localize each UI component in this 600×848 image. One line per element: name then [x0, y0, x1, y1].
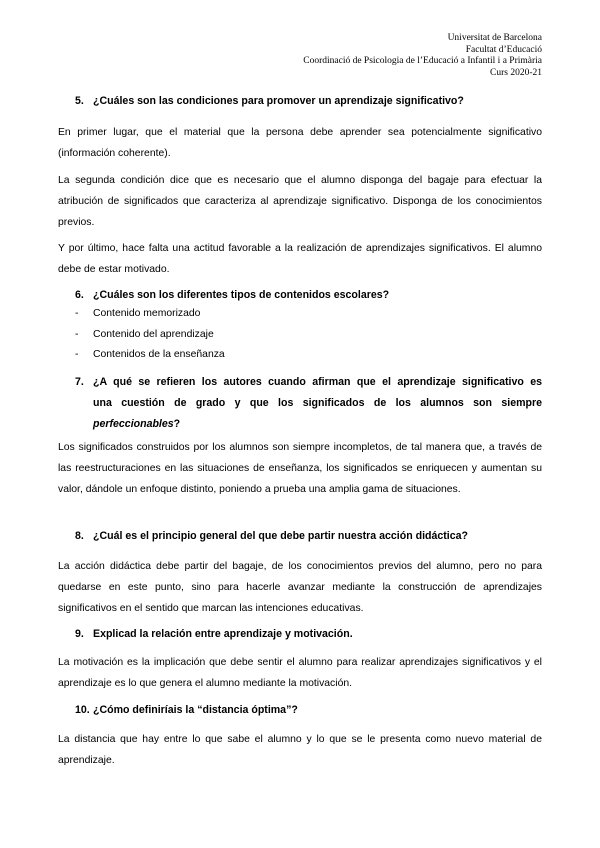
question-number: 9. — [75, 628, 84, 640]
answer-5-paragraph-2: La segunda condición dice que es necesario que el alumno disponga del bagaje para efectuar la atribución de significados que caracteriza al aprendizaje significativo. Disponga de los conocimientos previos. — [58, 175, 542, 228]
bullet-dash: - — [75, 349, 79, 360]
answer-10-paragraph: La distancia que hay entre lo que sabe el alumno y lo que se le presenta como nuevo material de aprendizaje. — [58, 734, 542, 766]
question-number: 7. — [75, 376, 84, 388]
question-text: ¿Cuál es el principio general del que debe partir nuestra acción didáctica? — [93, 530, 469, 542]
answer-7-paragraph: Los significados construidos por los alumnos son siempre incompletos, de tal manera que, a través de las reestructuraciones en las situaciones de enseñanza, los significados se enriquecen y aumentan su valor, dándole un enfoque distinto, poniendo a prueba una amplia gama de situaciones. — [58, 442, 542, 495]
question-number: 6. — [75, 289, 84, 301]
question-number: 10. — [75, 704, 90, 716]
list-item-text: Contenidos de la enseñanza — [93, 349, 225, 360]
answer-5-paragraph-1: En primer lugar, que el material que la persona debe aprender sea potencialmente significativo (información coherente). — [58, 127, 542, 159]
header-university: Universitat de Barcelona — [447, 33, 542, 43]
header-coordination: Coordinació de Psicologia de l’Educació a Infantil i a Primària — [303, 56, 542, 67]
question-number: 5. — [75, 95, 84, 107]
list-item-text: Contenido del aprendizaje — [93, 328, 214, 340]
italic-term: perfeccionables — [93, 418, 174, 430]
answer-9-paragraph: La motivación es la implicación que debe sentir el alumno para realizar aprendizajes significativos y el aprendizaje es lo que genera el alumno mediante la motivación. — [58, 657, 542, 689]
question-line-2: una cuestión de grado y que los significados de los alumnos son siempre — [93, 397, 542, 409]
question-line-3 — [93, 414, 542, 435]
question-text: Explicad la relación entre aprendizaje y motivación. — [93, 628, 353, 640]
question-number: 8. — [75, 530, 84, 542]
header-faculty: Facultat d’Educació — [465, 44, 542, 55]
bullet-dash: - — [75, 328, 79, 340]
answer-5-paragraph-3: Y por último, hace falta una actitud favorable a la realización de aprendizajes significativos. El alumno debe de estar motivado. — [58, 243, 542, 275]
list-item-text: Contenido memorizado — [93, 308, 201, 319]
question-text: ¿Cómo definiríais la “distancia óptima”? — [93, 704, 298, 716]
question-mark: ? — [173, 418, 181, 430]
answer-8-paragraph: La acción didáctica debe partir del bagaje, de los conocimientos previos del alumno, pero no para quedarse en este punto, sino para hacerle avanzar mediante la construcción de aprendizajes significativos en el sentido que marcan las intenciones educativas. — [58, 561, 542, 614]
question-line-1: ¿A qué se refieren los autores cuando afirman que el aprendizaje significativo es — [93, 376, 542, 388]
question-text — [93, 372, 542, 435]
question-text: ¿Cuáles son las condiciones para promover un aprendizaje significativo? — [93, 95, 464, 107]
question-text: ¿Cuáles son los diferentes tipos de contenidos escolares? — [93, 289, 390, 301]
bullet-dash: - — [75, 308, 79, 319]
page-header — [303, 33, 542, 79]
header-course: Curs 2020-21 — [490, 67, 542, 78]
